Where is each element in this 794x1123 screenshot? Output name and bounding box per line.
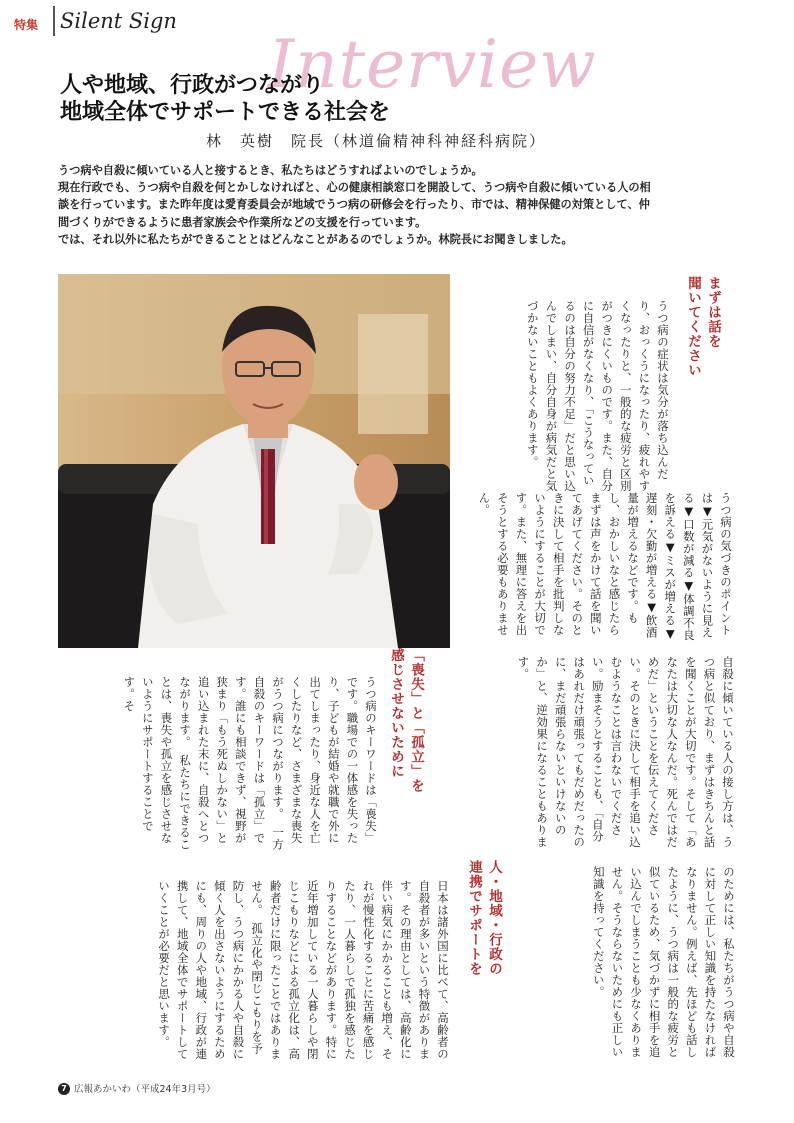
section-heading-2 xyxy=(386,648,426,793)
body-column-bot-left: 日本は諸外国に比べて、高齢者の自殺者が多いという特徴があります。その理由としては、高齢化に伴い病気にかかることも増え、それが慢性化することに苦痛を感じたり、一人暮らしで孤独を感じたりすることなどがあります。特に近年増加している一人暮らしや閉じこもりなどによる孤立化は、高齢者だけに限ったことではありません。 孤立化や閉じこもりを予防し、うつ病にかかる人や自殺に傾く人を出さないようにするためにも、周りの人や地域、行政が連携して、地域全体でサポートしていくことが必要だと思います。 xyxy=(157,880,450,1060)
body-column-top-1: うつ病の症状は気分が落ち込んだり、おっくうになったり、疲れやすくなったりと、一般的な疲労と区別がつきにくいものです。また、自分に自信がなくなり、「こうなっているのは自分の努力不足」だと思い込んでしまい、自分自身が病気だと気づかないこともよくあります。 xyxy=(525,300,670,492)
body-column-mid-left: うつ病のキーワードは「喪失」です。職場での一体感を失ったり、子どもが結婚や就職で外に出てしまったり、身近な人を亡くしたりなど、さまざまな喪失がうつ病につながります。 一方自殺のキーワードは「孤立」です。誰にも相談できず、視野が狭まり「もう死ぬしかない」と追い込まれた末に、自殺へとつながります。 私たちにできることは、喪失や孤立を感じさせないようにサポートすることです。そ xyxy=(122,676,378,851)
lead-sentence-3: では、それ以外に私たちができることとはどんなことがあるのでしょうか。林院長にお聞きしました。 xyxy=(58,232,573,246)
section-mark: 特集 xyxy=(14,18,39,32)
header-divider xyxy=(53,6,55,36)
photo-illustration xyxy=(58,274,450,648)
article-title-line-1: 人や地域、行政がつながり xyxy=(60,72,325,98)
section-heading-1-line-1: まずは話を xyxy=(705,276,721,349)
section-heading-3-line-2: 連携でサポートを xyxy=(466,860,482,976)
article-title-line-2: 地域全体でサポートできる社会を xyxy=(60,99,391,125)
publication-name: 広報あかいわ（平成24年3月号） xyxy=(74,1084,216,1095)
lead-sentence-1: うつ病や自殺に傾いている人と接するとき、私たちはどうすればよいのでしょうか。 xyxy=(58,164,483,177)
section-heading-2-line-1: 「喪失」と「孤立」を xyxy=(408,648,424,793)
series-title: Silent Sign xyxy=(60,9,177,33)
section-heading-3 xyxy=(464,860,504,976)
section-heading-1 xyxy=(683,276,723,378)
interview-watermark: Interview xyxy=(268,26,597,103)
section-heading-1-line-2: 聞いてください xyxy=(685,276,701,378)
lead-sentence-2: 現在行政でも、うつ病や自殺を何とかしなければと、心の健康相談窓口を開設して、うつ病や自殺に傾いている人の相談を行っています。また昨年度は愛育委員会が地域でうつ病の研修会を行ったり、市では、精神保健の対策として、仲間づくりができるように患者家族会や作業所などの支援を行っています。 xyxy=(58,181,651,229)
page-number: 7 xyxy=(58,1083,70,1095)
body-column-bot-right: のためには、私たちがうつ病や自殺に対して正しい知識を持たなければなりません。例えば、先ほども話したように、うつ病は一般的な疲労と似ているため、気づかずに相手を追い込んでしまうことも少なくありません。そうならないためにも正しい知識を持ってください。 xyxy=(591,866,736,1058)
body-column-mid-right: 自殺に傾いている人の接し方は、うつ病と似ており、まずはきちんと話を聞くことが大切です。そして「あなたは大切な人なんだ。死んではだめだ」ということを伝えてください。そのときに決して相手を追い込むようなことは言わないでください。励まそうとすることも、「自分はあれだけ頑張ってもだめだったのに、まだ頑張らないといけないのか」と、逆効果になることもあります。 xyxy=(516,656,735,848)
byline: 林 英樹 院長（林道倫精神科神経科病院） xyxy=(206,132,547,150)
interview-photo xyxy=(58,274,450,648)
body-column-top-2: うつ病の気づきのポイントは▼元気がないように見える▼口数が減る▼体調不良を訴える▼ミスが増える▼遅刻・欠勤が増える▼飲酒量が増えるなどです。もし、おかしいなと感じたらまずは声をかけて話を聞いてあげてください。そのときに決して相手を批判しないようにすることが大切です。また、無理に答えを出そうとする必要もありません。 xyxy=(477,492,733,642)
section-heading-3-line-1: 人・地域・行政の xyxy=(486,860,502,976)
section-heading-2-line-2: 感じさせないために xyxy=(388,648,404,779)
lead-paragraph xyxy=(58,162,658,248)
